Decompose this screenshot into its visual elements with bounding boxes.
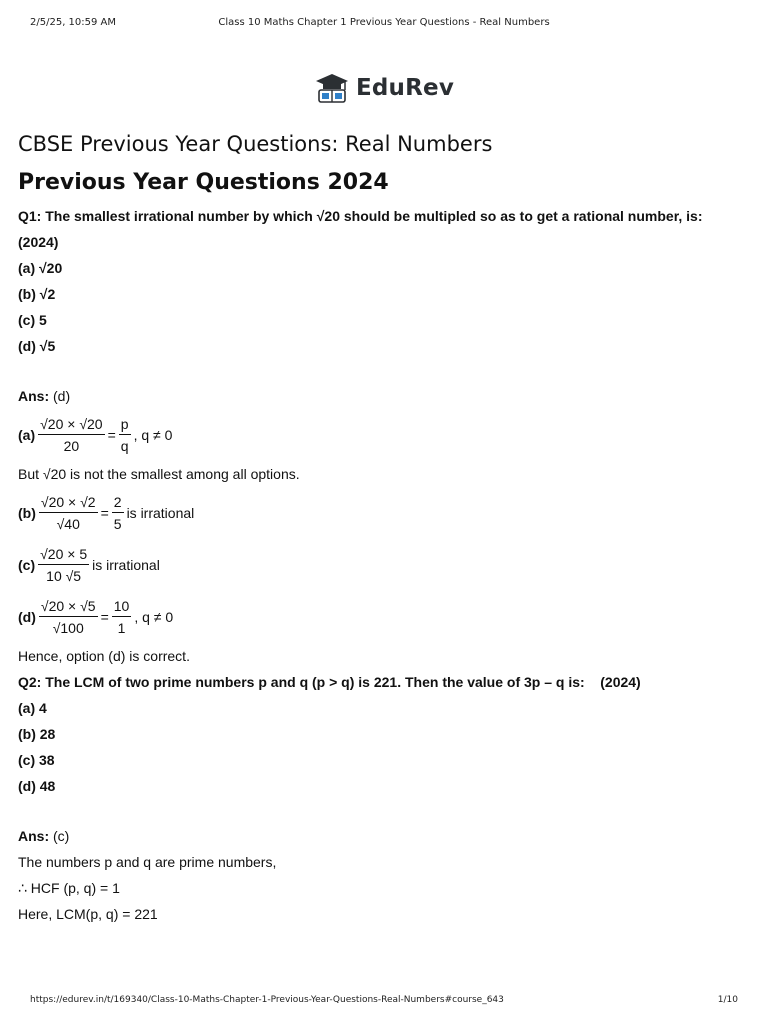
q2-line-1: The numbers p and q are prime numbers, [18,854,277,870]
print-header-date: 2/5/25, 10:59 AM [30,17,117,28]
q1-answer-label: Ans: [18,388,50,404]
q1-answer-value: (d) [49,388,71,404]
work-c-label: (c) [18,557,36,573]
fraction-numerator: p [119,416,131,435]
equals-sign: = [107,427,116,443]
fraction [38,546,89,584]
work-b-label: (b) [18,505,36,521]
equals-sign: = [100,505,109,521]
page-title: CBSE Previous Year Questions: Real Numbers [18,132,493,156]
fraction [38,416,104,454]
q2-option-d: (d) 48 [18,778,56,794]
q1-year: (2024) [18,234,59,250]
edurev-logo[interactable] [0,72,768,104]
q2-line-2: ∴ HCF (p, q) = 1 [18,880,120,896]
work-c-tail: is irrational [92,557,160,573]
graduation-cap-icon [314,72,350,104]
q2-answer [18,823,750,849]
q2-answer-value: (c) [49,828,70,844]
q1-work-c [18,539,750,591]
q2-question [18,669,750,695]
q2-answer-label: Ans: [18,828,50,844]
q1-work-a-note: But √20 is not the smallest among all options. [18,466,300,482]
fraction-denominator: √100 [52,620,84,636]
fraction-numerator: √20 × √20 [38,416,104,435]
q2-option-a: (a) 4 [18,700,47,716]
q2-question-text: Q2: The LCM of two prime numbers p and q (p > q) is 221. Then the value of 3p – q is: [18,674,585,690]
q1-option-a: (a) √20 [18,260,63,276]
fraction-denominator: √40 [56,516,80,532]
work-a-tail: , q ≠ 0 [133,427,173,443]
fraction-numerator: √20 × √5 [39,598,98,617]
q1-conclusion: Hence, option (d) is correct. [18,648,190,664]
equals-sign: = [100,609,109,625]
work-b-tail: is irrational [126,505,195,521]
fraction-denominator: 5 [113,516,122,532]
fraction-numerator: √20 × √2 [39,494,98,513]
work-d-tail: , q ≠ 0 [134,609,174,625]
section-title: Previous Year Questions 2024 [18,170,389,195]
print-footer-page-number: 1/10 [717,995,738,1005]
fraction [39,598,98,636]
document-body [18,132,750,927]
q1-work-a [18,409,750,461]
q1-option-d: (d) √5 [18,338,56,354]
fraction [112,494,124,532]
q1-question: Q1: The smallest irrational number by which √20 should be multipled so as to get a rational number, is: [18,208,703,224]
fraction [119,416,131,454]
fraction-denominator: q [120,438,129,454]
print-footer-url[interactable]: https://edurev.in/t/169340/Class-10-Maths-Chapter-1-Previous-Year-Questions-Real-Numbers#course_643 [30,995,504,1005]
logo-text: EduRev [355,75,455,101]
fraction-denominator: 20 [63,438,80,454]
fraction [39,494,98,532]
q1-answer [18,383,750,409]
q2-line-3: Here, LCM(p, q) = 221 [18,906,158,922]
q1-option-c: (c) 5 [18,312,47,328]
q1-work-b [18,487,750,539]
print-header-title: Class 10 Maths Chapter 1 Previous Year Questions - Real Numbers [218,17,550,28]
q2-year: (2024) [600,674,641,690]
fraction [112,598,132,636]
fraction-numerator: 2 [112,494,124,513]
q2-option-c: (c) 38 [18,752,55,768]
fraction-denominator: 10 √5 [46,568,82,584]
q1-option-b: (b) √2 [18,286,56,302]
work-a-label: (a) [18,427,36,443]
work-d-label: (d) [18,609,36,625]
q2-option-b: (b) 28 [18,726,56,742]
fraction-denominator: 1 [117,620,126,636]
fraction-numerator: √20 × 5 [38,546,89,565]
fraction-numerator: 10 [112,598,132,617]
q1-work-d [18,591,750,643]
